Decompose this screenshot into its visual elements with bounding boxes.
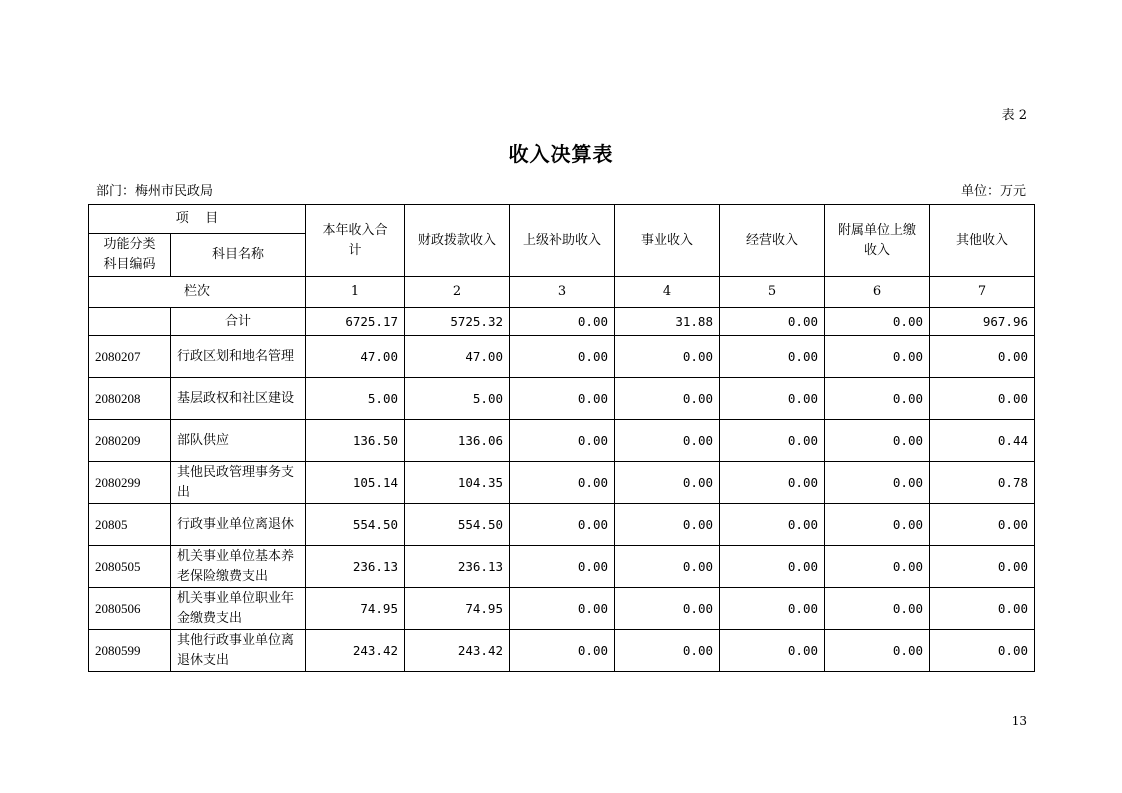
subject-code: 20805: [89, 504, 171, 546]
amount-cell: 0.00: [510, 630, 615, 672]
col-header-business: 事业收入: [615, 205, 720, 277]
subject-name-header: 科目名称: [171, 234, 306, 277]
subject-code: 2080505: [89, 546, 171, 588]
amount-cell: 554.50: [306, 504, 405, 546]
column-number: 2: [405, 277, 510, 308]
amount-cell: 0.00: [720, 588, 825, 630]
col-header-superior-subsidy: 上级补助收入: [510, 205, 615, 277]
total-value: 0.00: [720, 308, 825, 336]
amount-cell: 0.44: [930, 420, 1035, 462]
table-row: [89, 546, 1035, 588]
subject-name: 部队供应: [171, 420, 306, 462]
amount-cell: 0.00: [510, 504, 615, 546]
col-header-operating: 经营收入: [720, 205, 825, 277]
amount-cell: 105.14: [306, 462, 405, 504]
total-value: 5725.32: [405, 308, 510, 336]
amount-cell: 0.00: [825, 378, 930, 420]
amount-cell: 0.00: [510, 420, 615, 462]
table-row: [89, 336, 1035, 378]
subject-name: 行政区划和地名管理: [171, 336, 306, 378]
amount-cell: 0.00: [510, 462, 615, 504]
total-code-cell: [89, 308, 171, 336]
amount-cell: 0.78: [930, 462, 1035, 504]
department-label: 部门：梅州市民政局: [96, 184, 214, 199]
amount-cell: 0.00: [720, 420, 825, 462]
column-number: 6: [825, 277, 930, 308]
amount-cell: 136.50: [306, 420, 405, 462]
amount-cell: 0.00: [615, 546, 720, 588]
page-title: 收入决算表: [508, 142, 614, 166]
amount-cell: 5.00: [405, 378, 510, 420]
subject-name: 基层政权和社区建设: [171, 378, 306, 420]
amount-cell: 0.00: [930, 588, 1035, 630]
subject-code: 2080207: [89, 336, 171, 378]
amount-cell: 554.50: [405, 504, 510, 546]
amount-cell: 0.00: [825, 504, 930, 546]
amount-cell: 236.13: [306, 546, 405, 588]
subject-name: 其他行政事业单位离退休支出: [171, 630, 306, 672]
amount-cell: 0.00: [930, 546, 1035, 588]
table-row: [89, 588, 1035, 630]
amount-cell: 0.00: [510, 546, 615, 588]
total-value: 0.00: [510, 308, 615, 336]
income-table: [88, 204, 1035, 672]
amount-cell: 47.00: [405, 336, 510, 378]
amount-cell: 236.13: [405, 546, 510, 588]
amount-cell: 0.00: [825, 336, 930, 378]
table-row: [89, 420, 1035, 462]
total-label: 合计: [171, 308, 306, 336]
func-code-header: 功能分类 科目编码: [89, 234, 171, 277]
amount-cell: 0.00: [615, 504, 720, 546]
amount-cell: 74.95: [405, 588, 510, 630]
header-row-1: [89, 205, 1035, 234]
amount-cell: 0.00: [825, 630, 930, 672]
amount-cell: 0.00: [720, 630, 825, 672]
total-row: [89, 308, 1035, 336]
column-number-label: 栏次: [89, 277, 306, 308]
amount-cell: 0.00: [615, 588, 720, 630]
col-header-total: 本年收入合 计: [306, 205, 405, 277]
total-value: 6725.17: [306, 308, 405, 336]
amount-cell: 0.00: [615, 462, 720, 504]
amount-cell: 0.00: [930, 504, 1035, 546]
amount-cell: 0.00: [930, 378, 1035, 420]
amount-cell: 136.06: [405, 420, 510, 462]
amount-cell: 0.00: [720, 504, 825, 546]
amount-cell: 0.00: [930, 336, 1035, 378]
amount-cell: 0.00: [720, 462, 825, 504]
table-row: [89, 630, 1035, 672]
subject-name: 行政事业单位离退休: [171, 504, 306, 546]
table-row: [89, 378, 1035, 420]
amount-cell: 0.00: [615, 336, 720, 378]
subject-code: 2080299: [89, 462, 171, 504]
amount-cell: 0.00: [720, 336, 825, 378]
subject-code: 2080506: [89, 588, 171, 630]
amount-cell: 47.00: [306, 336, 405, 378]
item-header: 项 目: [89, 205, 306, 234]
total-value: 31.88: [615, 308, 720, 336]
amount-cell: 0.00: [510, 336, 615, 378]
amount-cell: 5.00: [306, 378, 405, 420]
amount-cell: 0.00: [615, 378, 720, 420]
amount-cell: 0.00: [615, 630, 720, 672]
total-value: 967.96: [930, 308, 1035, 336]
amount-cell: 0.00: [825, 420, 930, 462]
amount-cell: 243.42: [306, 630, 405, 672]
column-number: 4: [615, 277, 720, 308]
subject-code: 2080209: [89, 420, 171, 462]
col-header-fiscal: 财政拨款收入: [405, 205, 510, 277]
amount-cell: 0.00: [615, 420, 720, 462]
amount-cell: 0.00: [825, 546, 930, 588]
amount-cell: 0.00: [720, 378, 825, 420]
col-header-other: 其他收入: [930, 205, 1035, 277]
table-row: [89, 504, 1035, 546]
amount-cell: 0.00: [825, 588, 930, 630]
unit-label: 单位：万元: [960, 184, 1026, 199]
subject-code: 2080208: [89, 378, 171, 420]
amount-cell: 0.00: [720, 546, 825, 588]
amount-cell: 0.00: [930, 630, 1035, 672]
subject-name: 机关事业单位基本养老保险缴费支出: [171, 546, 306, 588]
total-value: 0.00: [825, 308, 930, 336]
amount-cell: 243.42: [405, 630, 510, 672]
subject-name: 其他民政管理事务支出: [171, 462, 306, 504]
column-number-row: [89, 277, 1035, 308]
col-header-affiliated: 附属单位上缴 收入: [825, 205, 930, 277]
table-row: [89, 462, 1035, 504]
column-number: 5: [720, 277, 825, 308]
data-rows: [89, 336, 1035, 672]
column-number: 3: [510, 277, 615, 308]
amount-cell: 0.00: [510, 378, 615, 420]
amount-cell: 0.00: [825, 462, 930, 504]
column-number: 1: [306, 277, 405, 308]
table-number: 表 2: [1001, 108, 1027, 123]
subject-code: 2080599: [89, 630, 171, 672]
amount-cell: 0.00: [510, 588, 615, 630]
column-number: 7: [930, 277, 1035, 308]
amount-cell: 104.35: [405, 462, 510, 504]
subject-name: 机关事业单位职业年金缴费支出: [171, 588, 306, 630]
amount-cell: 74.95: [306, 588, 405, 630]
page-number: 13: [1011, 714, 1027, 728]
